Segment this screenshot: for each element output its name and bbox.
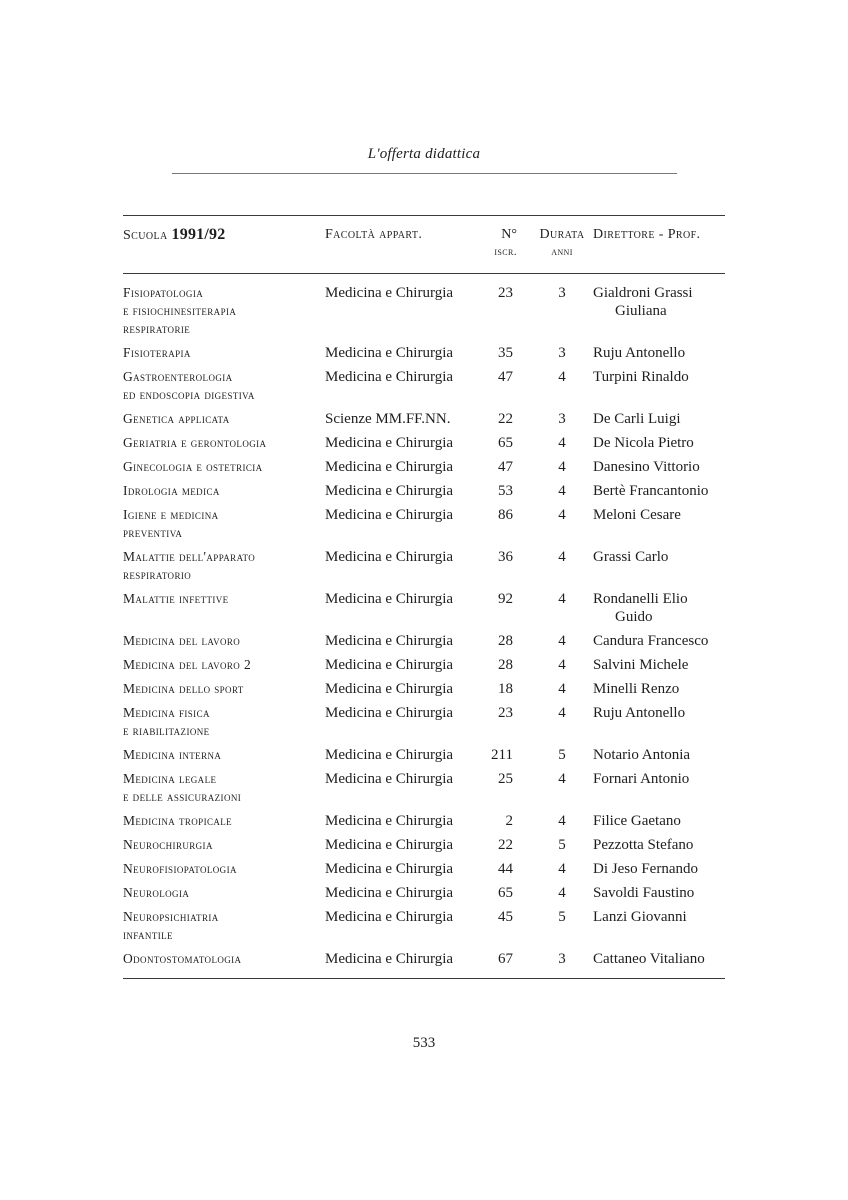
direttore-cell [593,908,725,926]
facolta-cell: Medicina e Chirurgia [325,681,454,697]
scuola-cell [123,590,325,608]
durata-cell: 4 [558,705,566,721]
durata-cell: 4 [558,507,566,523]
header-durata-line2: anni [551,246,573,258]
facolta-cell: Medicina e Chirurgia [325,285,454,301]
durata-cell: 3 [558,951,566,967]
table-body [123,274,725,978]
header-scuola-label: Scuola [123,228,168,243]
table-row [123,482,725,500]
direttore-cell [593,812,725,830]
cell-line: Medicina legale [123,771,217,786]
cell-line: Medicina del lavoro [123,633,241,648]
durata-cell: 4 [558,861,566,877]
direttore-cell [593,770,725,788]
iscritti-cell: 22 [498,837,513,853]
scuola-cell [123,770,325,806]
iscritti-cell: 45 [498,909,513,925]
table-row [123,656,725,674]
facolta-cell: Medicina e Chirurgia [325,591,454,607]
cell-line: De Nicola Pietro [593,435,694,451]
scuola-cell [123,656,325,674]
iscritti-cell: 67 [498,951,513,967]
cell-line: infantile [123,927,173,942]
running-header-rule [172,173,677,174]
cell-line: Grassi Carlo [593,549,669,565]
facolta-cell: Scienze MM.FF.NN. [325,411,451,427]
table-row [123,836,725,854]
courses-table [123,215,725,979]
table-row [123,368,725,404]
cell-line: Salvini Michele [593,657,689,673]
direttore-cell [593,950,725,968]
table-row [123,908,725,944]
scuola-cell [123,680,325,698]
scuola-cell [123,632,325,650]
facolta-cell: Medicina e Chirurgia [325,483,454,499]
direttore-cell [593,590,725,626]
cell-line: Ruju Antonello [593,345,686,361]
iscritti-cell: 65 [498,885,513,901]
direttore-cell [593,458,725,476]
direttore-cell [593,434,725,452]
cell-line: Turpini Rinaldo [593,369,689,385]
table-row [123,344,725,362]
durata-cell: 4 [558,813,566,829]
header-durata-line1: Durata [539,227,585,242]
cell-line: Rondanelli Elio [593,591,688,607]
scuola-cell [123,950,325,968]
iscritti-cell: 65 [498,435,513,451]
cell-line: Pezzotta Stefano [593,837,694,853]
table-row [123,284,725,338]
cell-line: Lanzi Giovanni [593,909,687,925]
facolta-cell: Medicina e Chirurgia [325,861,454,877]
iscritti-cell: 18 [498,681,513,697]
cell-line: Gastroenterologia [123,369,233,384]
table-row [123,860,725,878]
facolta-cell: Medicina e Chirurgia [325,813,454,829]
cell-line: Gialdroni Grassi [593,285,693,301]
cell-line: preventiva [123,525,183,540]
iscritti-cell: 36 [498,549,513,565]
table-row [123,458,725,476]
cell-line: Bertè Francantonio [593,483,709,499]
table-row [123,704,725,740]
scuola-cell [123,458,325,476]
iscritti-cell: 22 [498,411,513,427]
cell-line: Giuliana [615,303,667,319]
cell-line: Medicina fisica [123,705,210,720]
direttore-cell [593,836,725,854]
cell-line: Medicina tropicale [123,813,233,828]
cell-line: Ginecologia e ostetricia [123,459,263,474]
durata-cell: 4 [558,771,566,787]
iscritti-cell: 28 [498,633,513,649]
iscritti-cell: 211 [491,747,513,763]
direttore-cell [593,506,725,524]
facolta-cell: Medicina e Chirurgia [325,435,454,451]
direttore-cell [593,746,725,764]
cell-line: Guido [615,609,653,625]
durata-cell: 4 [558,459,566,475]
cell-line: Candura Francesco [593,633,709,649]
table-row [123,632,725,650]
facolta-cell: Medicina e Chirurgia [325,345,454,361]
cell-line: Medicina dello sport [123,681,244,696]
header-facolta-label: Facoltà appart. [325,227,423,242]
cell-line: Malattie dell'apparato [123,549,256,564]
page-number: 533 [412,1035,436,1051]
facolta-cell: Medicina e Chirurgia [325,771,454,787]
cell-line: Fisiopatologia [123,285,204,300]
cell-line: Neuropsichiatria [123,909,219,924]
header-direttore [593,226,725,244]
table-row [123,770,725,806]
direttore-cell [593,704,725,722]
durata-cell: 4 [558,681,566,697]
cell-line: Savoldi Faustino [593,885,695,901]
direttore-cell [593,482,725,500]
scuola-cell [123,410,325,428]
cell-line: respiratorie [123,321,191,336]
facolta-cell: Medicina e Chirurgia [325,657,454,673]
direttore-cell [593,284,725,320]
facolta-cell: Medicina e Chirurgia [325,705,454,721]
iscritti-cell: 86 [498,507,513,523]
facolta-cell: Medicina e Chirurgia [325,747,454,763]
cell-line: Neurochirurgia [123,837,213,852]
cell-line: Neurofisiopatologia [123,861,237,876]
table-row [123,548,725,584]
header-iscritti-line1: N° [501,227,517,242]
cell-line: Medicina del lavoro 2 [123,657,252,672]
scuola-cell [123,860,325,878]
table-header-row [123,216,725,274]
cell-line: Geriatria e gerontologia [123,435,267,450]
scuola-cell [123,836,325,854]
scuola-cell [123,434,325,452]
durata-cell: 4 [558,633,566,649]
durata-cell: 4 [558,657,566,673]
durata-cell: 4 [558,549,566,565]
scuola-cell [123,506,325,542]
cell-line: Notario Antonia [593,747,691,763]
facolta-cell: Medicina e Chirurgia [325,507,454,523]
iscritti-cell: 23 [498,285,513,301]
scuola-cell [123,704,325,740]
cell-line: Minelli Renzo [593,681,680,697]
table-row [123,680,725,698]
header-scuola-year: 1991/92 [171,226,226,243]
durata-cell: 3 [558,345,566,361]
scuola-cell [123,746,325,764]
running-header-title: L'offerta didattica [367,146,481,162]
cell-line: e riabilitazione [123,723,210,738]
cell-line: e fisiochinesiterapia [123,303,237,318]
cell-line: Medicina interna [123,747,222,762]
cell-line: e delle assicurazioni [123,789,242,804]
header-iscritti [487,226,531,261]
direttore-cell [593,344,725,362]
durata-cell: 4 [558,483,566,499]
direttore-cell [593,656,725,674]
iscritti-cell: 25 [498,771,513,787]
running-header [172,146,677,174]
direttore-cell [593,368,725,386]
table-row [123,884,725,902]
cell-line: ed endoscopia digestiva [123,387,255,402]
iscritti-cell: 28 [498,657,513,673]
header-scuola [123,226,325,245]
iscritti-cell: 53 [498,483,513,499]
header-facolta [325,226,487,244]
durata-cell: 4 [558,885,566,901]
direttore-cell [593,410,725,428]
durata-cell: 4 [558,435,566,451]
cell-line: Odontostomatologia [123,951,242,966]
iscritti-cell: 2 [505,813,513,829]
header-iscritti-line2: iscr. [494,246,517,258]
scuola-cell [123,284,325,338]
table-row [123,590,725,626]
facolta-cell: Medicina e Chirurgia [325,837,454,853]
iscritti-cell: 47 [498,459,513,475]
durata-cell: 5 [558,909,566,925]
direttore-cell [593,632,725,650]
scuola-cell [123,548,325,584]
table-row [123,434,725,452]
direttore-cell [593,548,725,566]
iscritti-cell: 44 [498,861,513,877]
scuola-cell [123,482,325,500]
durata-cell: 3 [558,285,566,301]
cell-line: Filice Gaetano [593,813,681,829]
cell-line: Neurologia [123,885,190,900]
scuola-cell [123,908,325,944]
cell-line: Genetica applicata [123,411,230,426]
table-row [123,410,725,428]
iscritti-cell: 92 [498,591,513,607]
facolta-cell: Medicina e Chirurgia [325,885,454,901]
cell-line: Fornari Antonio [593,771,690,787]
facolta-cell: Medicina e Chirurgia [325,459,454,475]
cell-line: Meloni Cesare [593,507,681,523]
facolta-cell: Medicina e Chirurgia [325,909,454,925]
table-row [123,746,725,764]
cell-line: Di Jeso Fernando [593,861,698,877]
direttore-cell [593,860,725,878]
facolta-cell: Medicina e Chirurgia [325,369,454,385]
scuola-cell [123,884,325,902]
cell-line: Ruju Antonello [593,705,686,721]
facolta-cell: Medicina e Chirurgia [325,951,454,967]
facolta-cell: Medicina e Chirurgia [325,549,454,565]
table-row [123,812,725,830]
cell-line: Danesino Vittorio [593,459,700,475]
scuola-cell [123,812,325,830]
cell-line: Idrologia medica [123,483,220,498]
cell-line: respiratorio [123,567,192,582]
durata-cell: 5 [558,747,566,763]
cell-line: Malattie infettive [123,591,229,606]
header-durata [531,226,593,261]
scuola-cell [123,344,325,362]
cell-line: De Carli Luigi [593,411,681,427]
durata-cell: 3 [558,411,566,427]
cell-line: Igiene e medicina [123,507,219,522]
scuola-cell [123,368,325,404]
direttore-cell [593,680,725,698]
iscritti-cell: 47 [498,369,513,385]
facolta-cell: Medicina e Chirurgia [325,633,454,649]
iscritti-cell: 23 [498,705,513,721]
cell-line: Fisioterapia [123,345,191,360]
direttore-cell [593,884,725,902]
iscritti-cell: 35 [498,345,513,361]
table-row [123,506,725,542]
durata-cell: 4 [558,369,566,385]
durata-cell: 4 [558,591,566,607]
cell-line: Cattaneo Vitaliano [593,951,705,967]
header-direttore-label: Direttore - Prof. [593,227,701,242]
durata-cell: 5 [558,837,566,853]
table-row [123,950,725,968]
